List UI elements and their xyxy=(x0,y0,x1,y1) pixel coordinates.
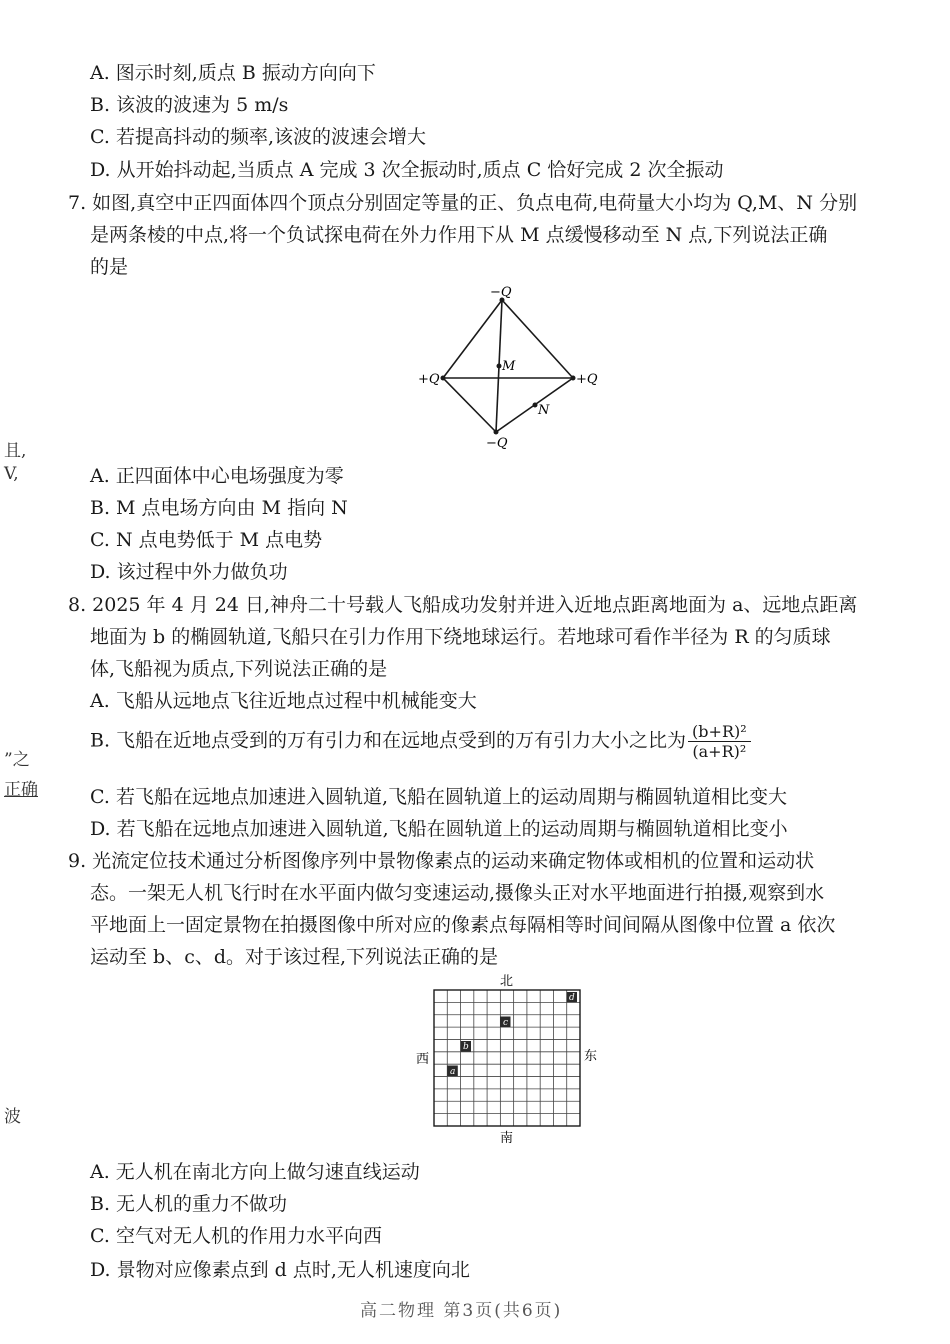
q8-stem-line2: 地面为 b 的椭圆轨道,飞船只在引力作用下绕地球运行。若地球可看作半径为 R 的匀质球 xyxy=(90,626,831,648)
q7-option-b: B. M 点电场方向由 M 指向 N xyxy=(90,497,348,519)
margin-fragment-5: 波 xyxy=(4,1107,21,1127)
label-m: M xyxy=(502,359,516,374)
compass-east: 东 xyxy=(584,1049,598,1064)
label-n: N xyxy=(538,403,550,418)
q7-stem-line1: 7. 如图,真空中正四面体四个顶点分别固定等量的正、负点电荷,电荷量大小均为 Q,M、N 分别 xyxy=(68,192,858,214)
label-right-charge: +Q xyxy=(576,372,598,387)
q9-option-b: B. 无人机的重力不做功 xyxy=(90,1193,288,1215)
pixel-grid-figure xyxy=(410,970,610,1150)
pixel-a-label: a xyxy=(450,1067,456,1077)
q6-option-c: C. 若提高抖动的频率,该波的波速会增大 xyxy=(90,126,426,148)
q7-option-d: D. 该过程中外力做负功 xyxy=(90,561,288,583)
page-footer: 高二物理 第3页(共6页) xyxy=(360,1301,563,1321)
tetrahedron-figure xyxy=(410,282,610,452)
margin-fragment-1: 且, xyxy=(4,441,27,461)
edge-left-bottom xyxy=(443,378,496,432)
q6-option-d: D. 从开始抖动起,当质点 A 完成 3 次全振动时,质点 C 恰好完成 2 次全振动 xyxy=(90,159,724,181)
point-m xyxy=(497,364,502,369)
q9-option-c: C. 空气对无人机的作用力水平向西 xyxy=(90,1225,382,1247)
q8-option-c: C. 若飞船在远地点加速进入圆轨道,飞船在圆轨道上的运动周期与椭圆轨道相比变大 xyxy=(90,786,787,808)
pixel-b-label: b xyxy=(463,1042,469,1052)
q9-option-d: D. 景物对应像素点到 d 点时,无人机速度向北 xyxy=(90,1259,470,1281)
q8-stem-line3: 体,飞船视为质点,下列说法正确的是 xyxy=(90,658,388,680)
fraction-numerator: (b+R)² xyxy=(688,722,751,742)
q7-option-a: A. 正四面体中心电场强度为零 xyxy=(90,465,344,487)
compass-south: 南 xyxy=(500,1131,514,1146)
grid-border xyxy=(434,990,580,1126)
compass-north: 北 xyxy=(500,974,514,989)
pixel-d-label: d xyxy=(569,993,575,1003)
q8-option-b-text: B. 飞船在近地点受到的万有引力和在远地点受到的万有引力大小之比为 xyxy=(90,729,687,752)
q8-option-d: D. 若飞船在远地点加速进入圆轨道,飞船在圆轨道上的运动周期与椭圆轨道相比变小 xyxy=(90,818,788,840)
pixel-c-label: c xyxy=(503,1018,509,1028)
edge-top-left xyxy=(443,300,502,378)
q9-stem-line4: 运动至 b、c、d。对于该过程,下列说法正确的是 xyxy=(90,946,499,968)
margin-fragment-4: 正确 xyxy=(4,780,38,800)
q9-option-a: A. 无人机在南北方向上做匀速直线运动 xyxy=(90,1161,420,1183)
q7-option-c: C. N 点电势低于 M 点电势 xyxy=(90,529,323,551)
margin-fragment-3: ”之 xyxy=(4,750,30,770)
compass-west: 西 xyxy=(416,1052,430,1067)
vertex-right xyxy=(571,376,576,381)
q9-stem-line2: 态。一架无人机飞行时在水平面内做匀变速运动,摄像头正对水平地面进行拍摄,观察到水 xyxy=(90,882,825,904)
label-left-charge: +Q xyxy=(418,372,440,387)
q7-stem-line3: 的是 xyxy=(90,256,129,278)
grid-lines xyxy=(434,990,580,1126)
q8-option-a: A. 飞船从远地点飞往近地点过程中机械能变大 xyxy=(90,690,477,712)
vertex-left xyxy=(441,376,446,381)
q6-option-a: A. 图示时刻,质点 B 振动方向向下 xyxy=(90,62,376,84)
q8-stem-line1: 8. 2025 年 4 月 24 日,神舟二十号载人飞船成功发射并进入近地点距离地面为 a、远地点距离 xyxy=(68,594,858,616)
fraction-denominator: (a+R)² xyxy=(692,742,747,761)
q6-option-b: B. 该波的波速为 5 m/s xyxy=(90,94,289,116)
label-bottom-charge: −Q xyxy=(486,436,508,451)
vertex-bottom xyxy=(494,430,499,435)
q8-option-b xyxy=(90,722,751,761)
q9-stem-line3: 平地面上一固定景物在拍摄图像中所对应的像素点每隔相等时间间隔从图像中位置 a 依次 xyxy=(90,914,836,936)
point-n xyxy=(533,403,538,408)
label-top-charge: −Q xyxy=(490,285,512,300)
q8-option-b-fraction xyxy=(688,722,751,761)
q7-stem-line2: 是两条棱的中点,将一个负试探电荷在外力作用下从 M 点缓慢移动至 N 点,下列说法正确 xyxy=(90,224,828,246)
margin-fragment-2: V, xyxy=(4,464,19,484)
q9-stem-line1: 9. 光流定位技术通过分析图像序列中景物像素点的运动来确定物体或相机的位置和运动状 xyxy=(68,850,815,872)
